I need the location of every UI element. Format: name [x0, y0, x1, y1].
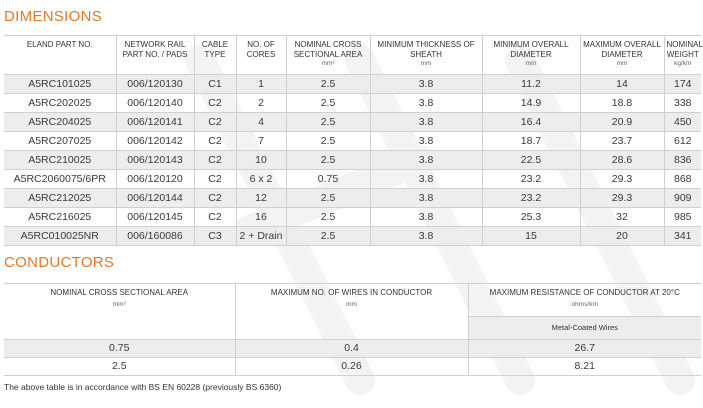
conductors-header-row	[4, 284, 701, 317]
table-cell: 3.8	[370, 227, 482, 246]
conductors-header-wires	[235, 284, 468, 340]
table-cell: 2	[236, 94, 286, 113]
table-cell: C1	[194, 75, 236, 94]
table-cell: C3	[194, 227, 236, 246]
conductors-title: CONDUCTORS	[4, 254, 115, 271]
table-cell: 2.5	[286, 113, 370, 132]
table-cell: 6 x 2	[236, 170, 286, 189]
table-cell: C2	[194, 94, 236, 113]
header-label: CABLE TYPE	[201, 40, 229, 59]
table-cell: 29.3	[580, 170, 664, 189]
table-cell: 006/120145	[116, 208, 194, 227]
table-row	[4, 189, 701, 208]
dimensions-header-cell	[116, 36, 194, 75]
table-cell: 3.8	[370, 208, 482, 227]
table-row	[4, 358, 701, 376]
table-cell: 341	[664, 227, 701, 246]
table-cell: C2	[194, 151, 236, 170]
table-cell: 2.5	[286, 189, 370, 208]
table-cell: 3.8	[370, 113, 482, 132]
table-cell: 2.5	[286, 151, 370, 170]
table-cell: 006/120144	[116, 189, 194, 208]
table-cell: 1	[236, 75, 286, 94]
table-cell: 338	[664, 94, 701, 113]
table-row	[4, 208, 701, 227]
header-label: NOMINAL CROSS SECTIONAL AREA	[50, 288, 189, 297]
table-cell: 22.5	[482, 151, 580, 170]
table-cell: 2.5	[286, 227, 370, 246]
table-cell: 0.75	[286, 170, 370, 189]
table-cell: 18.7	[482, 132, 580, 151]
table-cell: 2.5	[286, 132, 370, 151]
dimensions-header-cell	[482, 36, 580, 75]
header-label: NOMINAL WEIGHT	[666, 40, 703, 59]
table-cell: 29.3	[580, 189, 664, 208]
table-cell: 23.7	[580, 132, 664, 151]
table-cell: A5RC2060075/6PR	[4, 170, 116, 189]
table-cell: 0.4	[235, 340, 468, 358]
table-cell: A5RC212025	[4, 189, 116, 208]
table-cell: 2 + Drain	[236, 227, 286, 246]
table-cell: 28.6	[580, 151, 664, 170]
dimensions-header-cell	[286, 36, 370, 75]
dimensions-header-cell	[4, 36, 116, 75]
table-cell: 909	[664, 189, 701, 208]
table-cell: A5RC101025	[4, 75, 116, 94]
table-cell: 3.8	[370, 94, 482, 113]
table-cell: C2	[194, 132, 236, 151]
table-row	[4, 151, 701, 170]
dimensions-table	[4, 35, 701, 246]
header-unit: mm	[420, 60, 432, 67]
table-cell: 16	[236, 208, 286, 227]
table-cell: 3.8	[370, 151, 482, 170]
table-cell: A5RC010025NR	[4, 227, 116, 246]
header-label: MAXIMUM RESISTANCE OF CONDUCTOR AT 20°C	[489, 288, 680, 297]
header-unit: mm	[346, 301, 357, 308]
dimensions-title: DIMENSIONS	[4, 8, 103, 25]
table-cell: 12	[236, 189, 286, 208]
header-unit: mm²	[321, 60, 335, 67]
table-cell: A5RC202025	[4, 94, 116, 113]
header-label: MAXIMUM NO. OF WIRES IN CONDUCTOR	[270, 288, 433, 297]
table-cell: 18.8	[580, 94, 664, 113]
table-cell: 3.8	[370, 132, 482, 151]
table-cell: 0.75	[4, 340, 235, 358]
conductors-header-area	[4, 284, 235, 340]
dimensions-header-cell	[194, 36, 236, 75]
table-cell: C2	[194, 113, 236, 132]
conductors-subheader: Metal-Coated Wires	[468, 317, 701, 340]
dimensions-header-cell	[370, 36, 482, 75]
dimensions-header-cell	[236, 36, 286, 75]
table-cell: 3.8	[370, 75, 482, 94]
table-row	[4, 340, 701, 358]
table-row	[4, 227, 701, 246]
table-cell: 2.5	[286, 75, 370, 94]
table-cell: 2.5	[286, 94, 370, 113]
table-cell: 23.2	[482, 189, 580, 208]
footnote: The above table is in accordance with BS EN 60228 (previously BS 6360)	[4, 382, 282, 392]
table-cell: 32	[580, 208, 664, 227]
table-row	[4, 113, 701, 132]
table-cell: 006/120141	[116, 113, 194, 132]
conductors-table	[4, 283, 701, 376]
table-cell: 006/120140	[116, 94, 194, 113]
table-row	[4, 170, 701, 189]
table-cell: 4	[236, 113, 286, 132]
table-cell: C2	[194, 208, 236, 227]
table-cell: A5RC210025	[4, 151, 116, 170]
table-cell: 15	[482, 227, 580, 246]
table-cell: 985	[664, 208, 701, 227]
table-cell: 14.9	[482, 94, 580, 113]
table-row	[4, 75, 701, 94]
table-cell: 11.2	[482, 75, 580, 94]
dimensions-header-cell	[580, 36, 664, 75]
header-label: NOMINAL CROSS SECTIONAL AREA	[293, 40, 363, 59]
header-unit: mm²	[112, 301, 126, 308]
header-label: MINIMUM OVERALL DIAMETER	[493, 40, 569, 59]
conductors-header-resistance	[468, 284, 701, 317]
table-cell: A5RC204025	[4, 113, 116, 132]
table-cell: 836	[664, 151, 701, 170]
table-cell: 006/120142	[116, 132, 194, 151]
table-cell: C2	[194, 170, 236, 189]
header-label: NETWORK RAIL PART NO. / PADS	[122, 40, 188, 59]
table-row	[4, 94, 701, 113]
table-cell: 20.9	[580, 113, 664, 132]
table-cell: 450	[664, 113, 701, 132]
table-cell: 8.21	[468, 358, 701, 376]
table-cell: 006/160086	[116, 227, 194, 246]
table-cell: A5RC207025	[4, 132, 116, 151]
table-cell: 0.26	[235, 358, 468, 376]
table-cell: 006/120143	[116, 151, 194, 170]
header-unit: kg/km	[674, 60, 692, 67]
table-cell: 16.4	[482, 113, 580, 132]
table-cell: 3.8	[370, 189, 482, 208]
header-label: NO. OF CORES	[246, 40, 276, 59]
table-cell: 2.5	[4, 358, 235, 376]
table-cell: A5RC216025	[4, 208, 116, 227]
table-row	[4, 132, 701, 151]
table-cell: C2	[194, 189, 236, 208]
table-cell: 26.7	[468, 340, 701, 358]
table-cell: 006/120120	[116, 170, 194, 189]
header-label: MAXIMUM OVERALL DIAMETER	[583, 40, 661, 59]
table-cell: 20	[580, 227, 664, 246]
header-unit: mm	[525, 60, 537, 67]
header-unit: ohms/km	[571, 301, 598, 308]
table-cell: 14	[580, 75, 664, 94]
dimensions-header-row	[4, 36, 701, 75]
table-cell: 25.3	[482, 208, 580, 227]
table-cell: 2.5	[286, 208, 370, 227]
table-cell: 612	[664, 132, 701, 151]
header-label: ELAND PART NO.	[26, 40, 93, 49]
dimensions-header-cell	[664, 36, 701, 75]
table-cell: 174	[664, 75, 701, 94]
table-cell: 10	[236, 151, 286, 170]
table-cell: 23.2	[482, 170, 580, 189]
table-cell: 868	[664, 170, 701, 189]
header-label: MINIMUM THICKNESS OF SHEATH	[377, 40, 475, 59]
table-cell: 3.8	[370, 170, 482, 189]
table-cell: 006/120130	[116, 75, 194, 94]
table-cell: 7	[236, 132, 286, 151]
header-unit: mm	[616, 60, 628, 67]
